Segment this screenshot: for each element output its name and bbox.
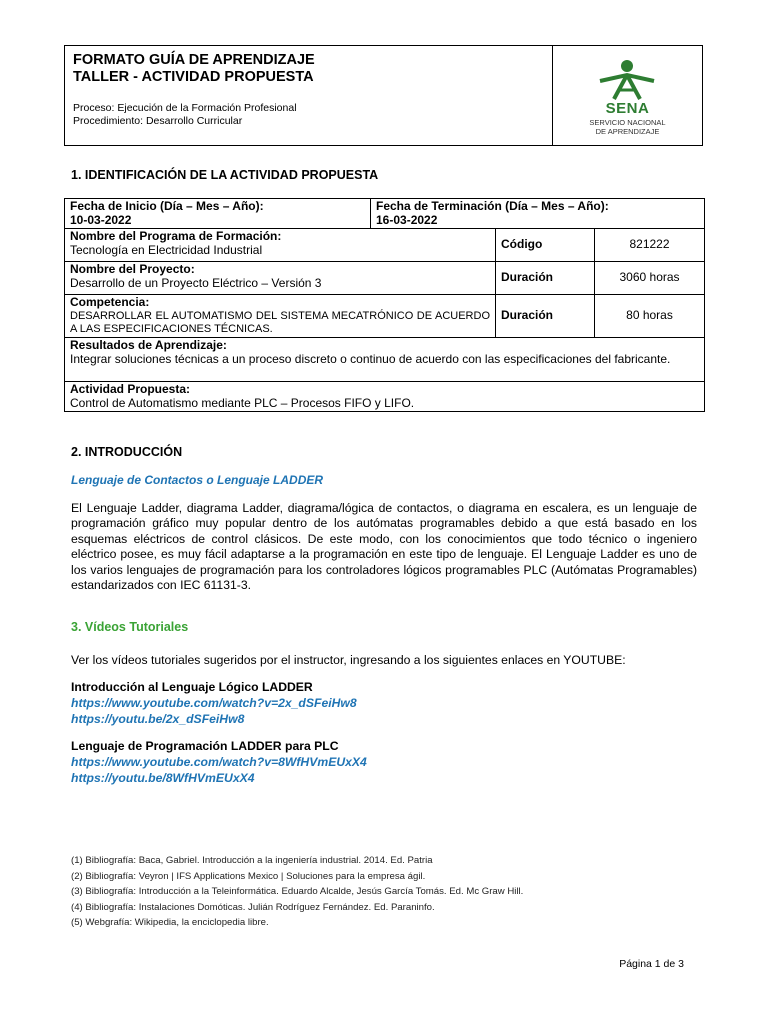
- fecha-inicio-label: Fecha de Inicio (Día – Mes – Año):: [70, 199, 264, 213]
- header-title-block: [65, 46, 553, 145]
- sena-logo-cell: [553, 46, 702, 145]
- section2-paragraph: El Lenguaje Ladder, diagrama Ladder, diagrama/lógica de contactos, o diagrama en escalera, es un lenguaje de programación gráfico muy popular dentro de los autómatas programables debido a que está basado en los esquemas eléctricos de control clásicos. De este modo, con los conocimientos que todo técnico o ingeniero eléctrico posee, es muy fácil adaptarse a la programación en este tipo de lenguaje. El Lenguaje Ladder es uno de los varios lenguajes de programación para los controladores lógicos programables PLC (Autómatas Programables) estandarizados con IEC 61131-3.: [71, 501, 697, 593]
- actividad-value: Control de Automatismo mediante PLC – Procesos FIFO y LIFO.: [70, 395, 415, 410]
- actividad-cell: [65, 382, 705, 412]
- programa-label: Nombre del Programa de Formación:: [70, 229, 282, 243]
- sena-logo-icon: [596, 59, 658, 101]
- identification-table: [64, 198, 705, 412]
- sena-logo-sub1: SERVICIO NACIONAL: [589, 118, 666, 127]
- proyecto-value: Desarrollo de un Proyecto Eléctrico – Versión 3: [70, 275, 322, 290]
- section3-intro: Ver los vídeos tutoriales sugeridos por el instructor, ingresando a los siguientes enlaces en YOUTUBE:: [71, 653, 626, 667]
- codigo-label: Código: [496, 229, 595, 262]
- table-row: [65, 382, 705, 412]
- reference-item: (1) Bibliografía: Baca, Gabriel. Introducción a la ingeniería industrial. 2014. Ed. Patria: [71, 855, 433, 866]
- reference-item: (2) Bibliografía: Veyron | IFS Applications Mexico | Soluciones para la empresa ágil.: [71, 870, 426, 882]
- sena-logo-subtitle: [589, 118, 665, 136]
- programa-cell: [65, 229, 496, 262]
- table-row: [65, 295, 705, 338]
- competencia-cell: [65, 295, 496, 338]
- proyecto-cell: [65, 262, 496, 295]
- video1-block: [71, 679, 357, 727]
- table-row: [65, 262, 705, 295]
- header-procedimiento: Procedimiento: Desarrollo Curricular: [73, 115, 243, 127]
- competencia-label: Competencia:: [70, 295, 150, 309]
- section3-title: 3. Vídeos Tutoriales: [71, 620, 189, 634]
- video2-link-short[interactable]: https://youtu.be/8WfHVmEUxX4: [71, 771, 255, 785]
- video1-link-long[interactable]: https://www.youtube.com/watch?v=2x_dSFeiHw8: [71, 696, 357, 710]
- fecha-term-label: Fecha de Terminación (Día – Mes – Año):: [376, 199, 609, 213]
- sena-logo-sub2: DE APRENDIZAJE: [595, 127, 660, 136]
- reference-item: (4) Bibliografía: Instalaciones Domóticas. Julián Rodríguez Fernández. Ed. Paraninfo.: [71, 901, 435, 913]
- fecha-term-value: 16-03-2022: [376, 212, 438, 227]
- proyecto-label: Nombre del Proyecto:: [70, 262, 195, 276]
- video1-link-short[interactable]: https://youtu.be/2x_dSFeiHw8: [71, 712, 245, 726]
- video1-title: Introducción al Lenguaje Lógico LADDER: [71, 680, 313, 694]
- video2-block: [71, 738, 367, 786]
- resultados-cell: [65, 338, 705, 382]
- references-list: [71, 853, 523, 931]
- duracion-competencia-label: Duración: [496, 295, 595, 338]
- reference-item: (3) Bibliografía: Introducción a la Teleinformática. Eduardo Alcalde, Jesús García Tomás. Ed. Mc Graw Hill.: [71, 886, 524, 898]
- table-row: [65, 199, 705, 229]
- section1-title: 1. IDENTIFICACIÓN DE LA ACTIVIDAD PROPUESTA: [71, 168, 379, 182]
- table-row: [65, 229, 705, 262]
- reference-item: (5) Webgrafía: Wikipedia, la enciclopedia libre.: [71, 917, 269, 929]
- header-title-line2: TALLER - ACTIVIDAD PROPUESTA: [73, 69, 314, 85]
- programa-value: Tecnología en Electricidad Industrial: [70, 242, 263, 257]
- video2-link-long[interactable]: https://www.youtube.com/watch?v=8WfHVmEUxX4: [71, 755, 367, 769]
- actividad-label: Actividad Propuesta:: [70, 382, 191, 396]
- header-proceso: Proceso: Ejecución de la Formación Profesional: [73, 102, 297, 114]
- sena-logo-word: SENA: [605, 100, 650, 117]
- codigo-value: 821222: [595, 229, 705, 262]
- resultados-value: Integrar soluciones técnicas a un proceso discreto o continuo de acuerdo con las especificaciones del fabricante.: [70, 351, 671, 366]
- section2-subtitle: Lenguaje de Contactos o Lenguaje LADDER: [71, 473, 324, 487]
- duracion-competencia-value: 80 horas: [595, 295, 705, 338]
- document-header: [64, 45, 703, 146]
- page-number: Página 1 de 3: [619, 958, 684, 970]
- section2-title: 2. INTRODUCCIÓN: [71, 445, 183, 459]
- duracion-proyecto-label: Duración: [496, 262, 595, 295]
- sena-logo: [589, 59, 665, 136]
- duracion-proyecto-value: 3060 horas: [595, 262, 705, 295]
- fecha-inicio-cell: [65, 199, 371, 229]
- header-title-line1: FORMATO GUÍA DE APRENDIZAJE: [73, 52, 315, 68]
- fecha-term-cell: [371, 199, 705, 229]
- table-row: [65, 338, 705, 382]
- competencia-value: DESARROLLAR EL AUTOMATISMO DEL SISTEMA MECATRÓNICO DE ACUERDO A LAS ESPECIFICACIONES TÉCNICAS.: [70, 309, 490, 335]
- video2-title: Lenguaje de Programación LADDER para PLC: [71, 739, 339, 753]
- resultados-label: Resultados de Aprendizaje:: [70, 338, 227, 352]
- fecha-inicio-value: 10-03-2022: [70, 212, 132, 227]
